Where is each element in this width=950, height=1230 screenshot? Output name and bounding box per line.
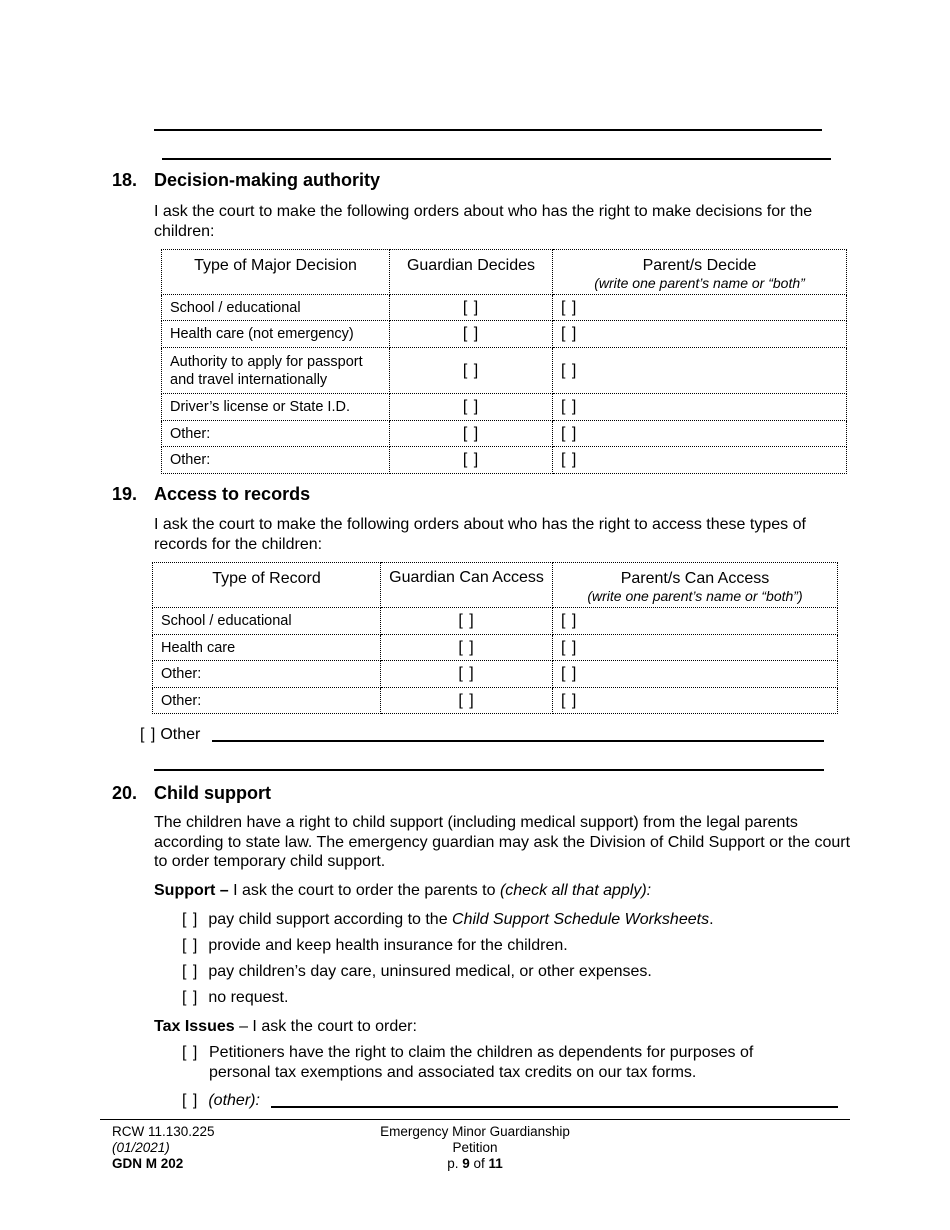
support-option-checkbox[interactable]: [ ] xyxy=(182,963,199,980)
support-option-text: pay children’s day care, uninsured medical, or other expenses. xyxy=(208,963,652,980)
decision-header-type: Type of Major Decision xyxy=(162,250,390,295)
records-table xyxy=(152,562,838,714)
guardian-access-checkbox[interactable]: [ ] xyxy=(458,665,475,682)
guardian-access-checkbox[interactable]: [ ] xyxy=(458,612,475,629)
tax-option-checkbox[interactable]: [ ] xyxy=(182,1044,199,1061)
support-option-after: . xyxy=(709,911,714,928)
parent-decides-checkbox[interactable]: [ ] xyxy=(561,325,578,342)
decision-type: Other: xyxy=(162,447,390,474)
table-row xyxy=(162,421,847,447)
decision-type: School / educational xyxy=(162,295,390,321)
parent-access-checkbox[interactable]: [ ] xyxy=(561,612,578,629)
decision-header-parent xyxy=(553,250,847,295)
decision-type: Health care (not emergency) xyxy=(162,321,390,348)
guardian-decides-checkbox[interactable]: [ ] xyxy=(462,298,480,316)
tax-option-other-label: (other): xyxy=(208,1092,260,1109)
guardian-access-checkbox[interactable]: [ ] xyxy=(458,638,475,656)
decision-type: Authority to apply for passport and travel internationally xyxy=(162,348,390,394)
footer-rcw: RCW 11.130.225 xyxy=(112,1124,215,1139)
section-20-number: 20. xyxy=(112,783,138,803)
tax-option-1 xyxy=(182,1043,208,1062)
decision-header-parent-label: Parent/s Decide xyxy=(642,257,757,274)
table-row xyxy=(153,661,838,688)
footer-page-prefix: p. xyxy=(447,1156,463,1171)
section-20-title: Child support xyxy=(154,783,271,803)
support-text: I ask the court to order the parents to xyxy=(228,882,500,899)
tax-option-2 xyxy=(182,1091,260,1110)
decision-header-guardian: Guardian Decides xyxy=(390,250,553,295)
blank-line-1[interactable] xyxy=(154,129,822,131)
footer-divider xyxy=(100,1119,850,1120)
footer-page-of: of xyxy=(469,1156,489,1171)
parent-decides-checkbox[interactable]: [ ] xyxy=(561,424,578,442)
section-18-title: Decision-making authority xyxy=(154,170,381,190)
footer-page-total: 11 xyxy=(488,1156,503,1171)
records-other-checkbox[interactable]: [ ] xyxy=(140,726,157,743)
record-type: Other: xyxy=(153,688,381,714)
records-header-type: Type of Record xyxy=(153,563,381,608)
records-header-parent-label: Parent/s Can Access xyxy=(620,570,770,587)
footer-page xyxy=(350,1156,600,1172)
footer-center xyxy=(350,1124,600,1172)
footer-title-line2: Petition xyxy=(452,1140,498,1155)
support-option-text: pay child support according to the xyxy=(208,911,453,928)
section-18-intro: I ask the court to make the following orders about who has the right to make decisions for the children: xyxy=(154,203,813,240)
table-row xyxy=(153,635,838,661)
decision-type: Driver’s license or State I.D. xyxy=(162,394,390,421)
guardian-access-checkbox[interactable]: [ ] xyxy=(458,691,475,709)
tax-label: Tax Issues xyxy=(154,1018,235,1035)
support-note: (check all that apply): xyxy=(499,882,652,899)
footer-left xyxy=(112,1124,215,1172)
blank-line-2[interactable] xyxy=(162,158,831,160)
tax-other-line[interactable] xyxy=(271,1106,838,1108)
record-type: Other: xyxy=(153,661,381,688)
records-other-row xyxy=(140,725,200,744)
footer-form-id: GDN M 202 xyxy=(112,1156,184,1171)
decision-type: Other: xyxy=(162,421,390,447)
table-row xyxy=(153,688,838,714)
support-heading xyxy=(154,881,854,901)
decision-header-parent-note: (write one parent’s name or “both” xyxy=(594,275,805,291)
records-header-guardian: Guardian Can Access xyxy=(381,563,553,608)
parent-decides-checkbox[interactable]: [ ] xyxy=(561,398,578,415)
table-row xyxy=(162,447,847,474)
footer-page-num: 9 xyxy=(462,1156,470,1171)
tax-option-checkbox[interactable]: [ ] xyxy=(182,1092,199,1109)
support-option-2 xyxy=(182,936,568,955)
support-option-checkbox[interactable]: [ ] xyxy=(182,937,199,954)
record-type: Health care xyxy=(153,635,381,661)
tax-text: – I ask the court to order: xyxy=(234,1018,417,1035)
section-20-intro: The children have a right to child support (including medical support) from the legal parents according to state law. The emergency guardian may ask the Division of Child Support or the court to order temporary child support. xyxy=(154,814,851,870)
guardian-decides-checkbox[interactable]: [ ] xyxy=(462,325,480,342)
guardian-decides-checkbox[interactable]: [ ] xyxy=(462,451,480,468)
table-row xyxy=(153,608,838,635)
guardian-decides-checkbox[interactable]: [ ] xyxy=(462,361,480,379)
guardian-decides-checkbox[interactable]: [ ] xyxy=(462,398,480,415)
guardian-decides-checkbox[interactable]: [ ] xyxy=(462,424,480,442)
support-option-text: provide and keep health insurance for the children. xyxy=(208,937,568,954)
table-row xyxy=(162,348,847,394)
support-option-checkbox[interactable]: [ ] xyxy=(182,989,199,1006)
section-19-number: 19. xyxy=(112,484,138,504)
support-option-italic: Child Support Schedule Worksheets xyxy=(452,911,710,928)
table-row xyxy=(162,394,847,421)
footer-title-line1: Emergency Minor Guardianship xyxy=(380,1124,570,1139)
parent-access-checkbox[interactable]: [ ] xyxy=(561,665,578,682)
footer-date: (01/2021) xyxy=(112,1140,170,1155)
section-19-intro: I ask the court to make the following orders about who has the right to access these types of records for the children: xyxy=(154,516,806,553)
support-option-text: no request. xyxy=(208,989,289,1006)
support-option-3 xyxy=(182,962,652,981)
support-option-4 xyxy=(182,988,288,1007)
records-other-label: Other xyxy=(160,726,201,743)
records-other-line-1[interactable] xyxy=(212,740,824,742)
parent-decides-checkbox[interactable]: [ ] xyxy=(561,451,578,468)
section-18-number: 18. xyxy=(112,170,138,190)
tax-heading xyxy=(154,1017,854,1037)
parent-access-checkbox[interactable]: [ ] xyxy=(561,638,578,656)
records-header-parent-note: (write one parent’s name or “both”) xyxy=(587,588,803,604)
tax-option-1-text: Petitioners have the right to claim the children as dependents for purposes of personal tax exemptions and associated tax credits on our tax forms. xyxy=(209,1044,754,1081)
support-label: Support – xyxy=(154,882,229,899)
support-option-checkbox[interactable]: [ ] xyxy=(182,911,199,928)
table-row xyxy=(162,321,847,348)
records-other-line-2[interactable] xyxy=(154,769,824,771)
support-option-1 xyxy=(182,910,714,929)
parent-decides-checkbox[interactable]: [ ] xyxy=(561,298,578,316)
records-header-parent xyxy=(553,563,838,608)
parent-decides-checkbox[interactable]: [ ] xyxy=(561,361,578,379)
decision-table xyxy=(161,249,847,474)
table-row xyxy=(162,295,847,321)
section-19-title: Access to records xyxy=(154,484,311,504)
parent-access-checkbox[interactable]: [ ] xyxy=(561,691,578,709)
record-type: School / educational xyxy=(153,608,381,635)
